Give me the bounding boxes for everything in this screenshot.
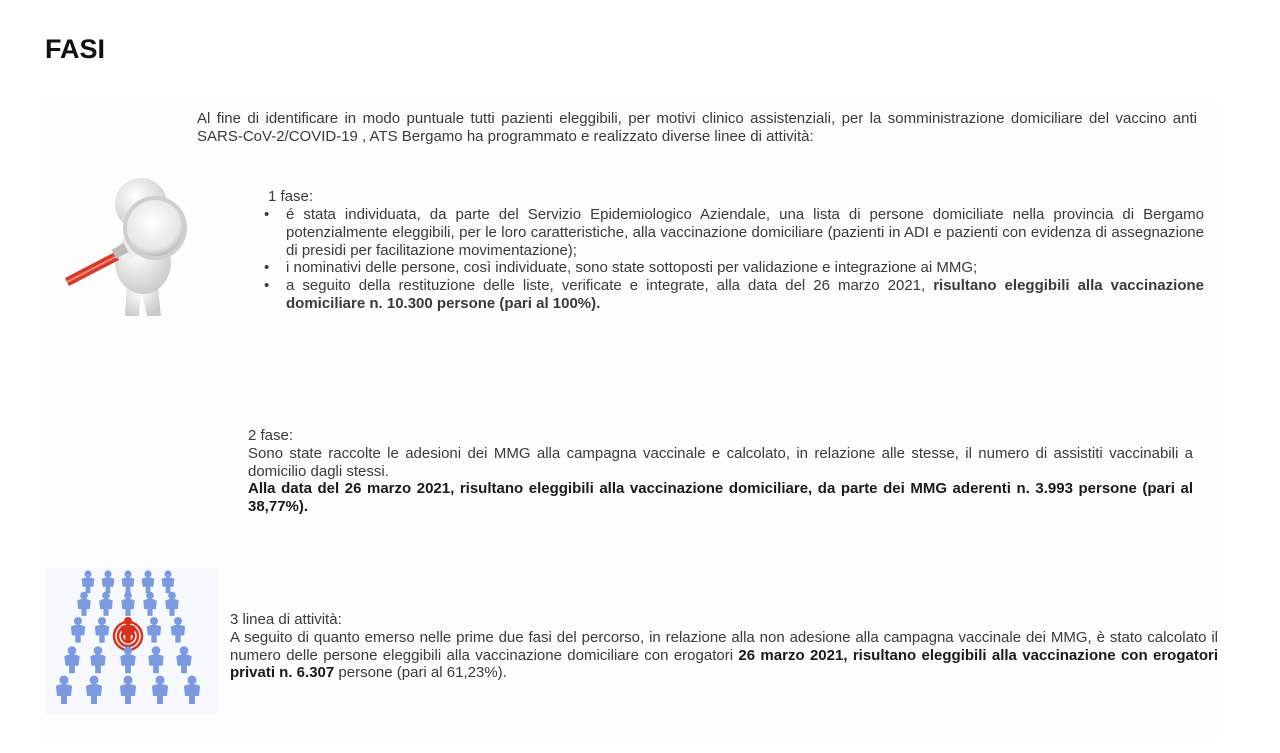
crowd-person — [71, 617, 85, 643]
intro-paragraph: Al fine di identificare in modo puntuale tutti pazienti eleggibili, per motivi clinico assistenziali, per la somministrazione domiciliare del vaccino anti SARS-CoV-2/COVID-19 , ATS Bergamo ha programmato e realizzato diverse linee di attività: — [197, 110, 1197, 145]
crowd-person — [90, 646, 105, 673]
crowd-person — [64, 646, 79, 673]
phase2-text: Sono state raccolte le adesioni dei MMG alla campagna vaccinale e calcolato, in relazione alle stesse, il numero di assistiti vaccinabili a domicilio dagli stessi. — [248, 444, 1193, 480]
phase1-bullet — [256, 277, 1204, 313]
phase1-bullet-text: a seguito della restituzione delle liste, verificate e integrate, alla data del 26 marzo 2021, — [286, 277, 934, 295]
phase2-emphasis: Alla data del 26 marzo 2021, risultano eleggibili alla vaccinazione domiciliare, da parte dei MMG aderenti n. 3.993 persone (pari al 38,77%). — [248, 480, 1193, 516]
crowd-person — [142, 570, 155, 593]
crowd-person — [147, 617, 161, 643]
crowd-person — [77, 592, 91, 616]
crowd-target-icon — [46, 568, 218, 714]
phase1-bullet-text: i nominativi delle persone, così individuate, sono state sottoposti per validazione e integrazione ai MMG; — [286, 259, 978, 277]
phase2-label: 2 fase: — [248, 427, 294, 444]
crowd-person — [152, 676, 168, 705]
crowd-person — [162, 570, 175, 593]
phase1-bullet — [256, 206, 1204, 259]
crowd-person — [122, 570, 135, 593]
crowd-person — [143, 592, 157, 616]
crowd-person — [171, 617, 185, 643]
magnifier-person-icon — [55, 170, 205, 320]
phase3-emphasis: 26 marzo 2021, risultano eleggibili alla vaccinazione con erogatori privati n. 6.307 — [230, 646, 1218, 682]
crowd-person — [56, 676, 72, 705]
phase1-bullet-emphasis: risultano eleggibili alla vaccinazione domiciliare n. 10.300 persone (pari al 100%). — [286, 277, 1204, 312]
crowd-person — [120, 676, 136, 705]
crowd-person — [176, 646, 191, 673]
phase3-section — [230, 611, 1218, 682]
phase1-bullet — [256, 259, 1204, 277]
phase1-bullet-text: é stata individuata, da parte del Servizio Epidemiologico Aziendale, una lista di persone domiciliate nella provincia di Bergamo potenzialmente eleggibili, per le loro caratteristiche, alla vaccinazione domiciliare (pazienti in ADI e pazienti con evidenza di assegnazione di presidi per facilitazione movimentazione); — [286, 206, 1204, 259]
crowd-person — [82, 570, 95, 593]
crowd-person — [121, 592, 135, 616]
crowd-person — [102, 570, 115, 593]
phase2-section — [248, 427, 1193, 516]
crowd-person — [165, 592, 179, 616]
phase1-bullet-list — [256, 206, 1204, 313]
phase3-text: A seguito di quanto emerso nelle prime due fasi del percorso, in relazione alla non adesione alla campagna vaccinale dei MMG, è stato calcolato il numero delle persone eleggibili alla vaccinazione domiciliare con erogatori — [230, 628, 1218, 664]
phase3-label: 3 linea di attività: — [230, 611, 342, 628]
phase1-label: 1 fase: — [268, 188, 314, 205]
crowd-person — [86, 676, 102, 705]
crowd-person — [95, 617, 109, 643]
page-title: FASI — [45, 34, 106, 64]
crowd-person — [184, 676, 200, 705]
crowd-person — [148, 646, 163, 673]
crowd-person — [99, 592, 113, 616]
phase3-tail: persone (pari al 61,23%). — [334, 664, 507, 682]
